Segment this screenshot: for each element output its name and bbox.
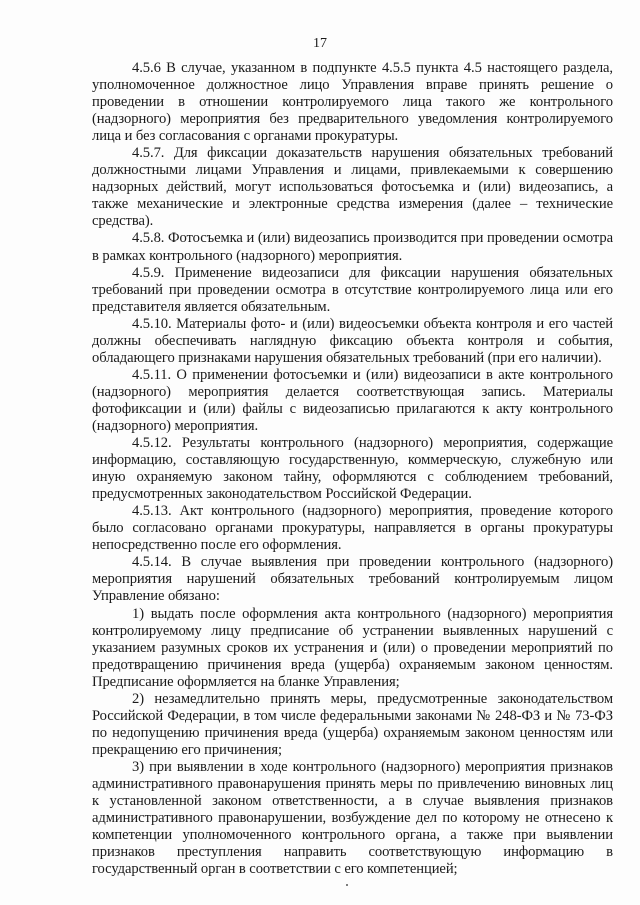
- document-body: [92, 60, 613, 878]
- paragraph-4-5-6: 4.5.6 В случае, указанном в подпункте 4.5.5 пункта 4.5 настоящего раздела, уполномоченное должностное лицо Управления вправе принять решение о проведении в отношении контролируемого лица такого же контрольного (надзорного) мероприятия без предварительного уведомления контролируемого лица и без согласования с органами прокуратуры.: [92, 60, 613, 145]
- paragraph-4-5-11: 4.5.11. О применении фотосъемки и (или) видеозаписи в акте контрольного (надзорного) мероприятия делается соответствующая запись. Материалы фотофиксации и (или) файлы с видеозаписью прилагаются к акту контрольного (надзорного) мероприятия.: [92, 366, 613, 434]
- paragraph-4-5-10: 4.5.10. Материалы фото- и (или) видеосъемки объекта контроля и его частей должны обеспечивать наглядную фиксацию объекта контроля и события, обладающего признаками нарушения обязательных требований (при его наличии).: [92, 315, 613, 366]
- list-item-1: 1) выдать после оформления акта контрольного (надзорного) мероприятия контролируемому лицу предписание об устранении выявленных нарушений с указанием разумных сроков их устранения и (или) о проведении мероприятий по предотвращению причинения вреда (ущерба) охраняемым законом ценностям. Предписание оформляется на бланке Управления;: [92, 605, 613, 690]
- list-item-3: 3) при выявлении в ходе контрольного (надзорного) мероприятия признаков административного правонарушения принять меры по привлечению виновных лиц к установленной законом ответственности, а в случае выявления признаков административного правонарушении, возбуждение дел по которому не отнесено к компетенции уполномоченного контрольного органа, а также при выявлении признаков преступления направить соответствующую информацию в государственный орган в соответствии с его компетенцией;: [92, 758, 613, 878]
- page-number: 17: [313, 36, 327, 51]
- scan-speck: [346, 884, 348, 886]
- paragraph-4-5-12: 4.5.12. Результаты контрольного (надзорного) мероприятия, содержащие информацию, составляющую государственную, коммерческую, служебную или иную охраняемую законом тайну, оформляются с соблюдением требований, предусмотренных законодательством Российской Федерации.: [92, 435, 613, 503]
- list-item-2: 2) незамедлительно принять меры, предусмотренные законодательством Российской Федерации, в том числе федеральными законами № 248-ФЗ и № 73-ФЗ по недопущению причинения вреда (ущерба) охраняемым законом ценностям или прекращению его причинения;: [92, 690, 613, 758]
- paragraph-4-5-14: 4.5.14. В случае выявления при проведении контрольного (надзорного) мероприятия нарушений обязательных требований контролируемым лицом Управление обязано:: [92, 554, 613, 605]
- paragraph-4-5-8: 4.5.8. Фотосъемка и (или) видеозапись производится при проведении осмотра в рамках контрольного (надзорного) мероприятия.: [92, 230, 613, 264]
- paragraph-4-5-9: 4.5.9. Применение видеозаписи для фиксации нарушения обязательных требований при проведении осмотра в отсутствие контролируемого лица или его представителя является обязательным.: [92, 264, 613, 315]
- paragraph-4-5-7: 4.5.7. Для фиксации доказательств нарушения обязательных требований должностными лицами Управления и лицами, привлекаемыми к совершению надзорных действий, могут использоваться фотосъемка и (или) видеозапись, а также механические и электронные средства измерения (далее – технические средства).: [92, 145, 613, 230]
- paragraph-4-5-13: 4.5.13. Акт контрольного (надзорного) мероприятия, проведение которого было согласовано органами прокуратуры, направляется в органы прокуратуры непосредственно после его оформления.: [92, 503, 613, 554]
